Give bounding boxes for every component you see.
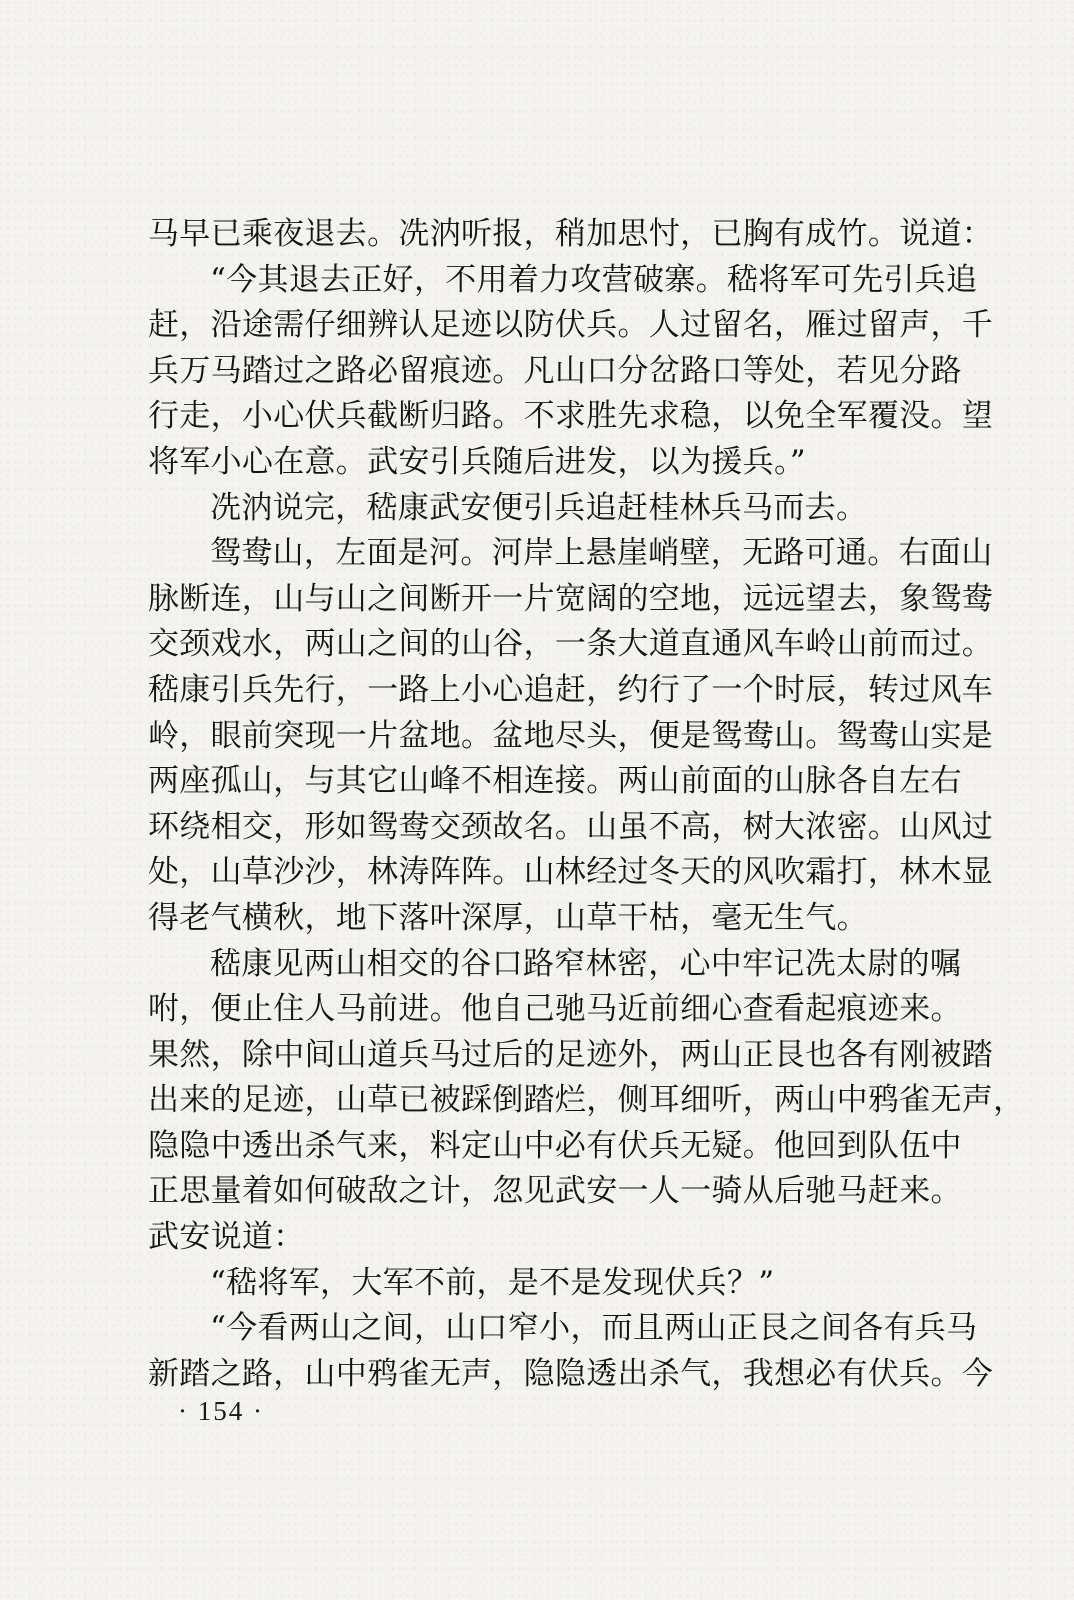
text-line: 嵇康引兵先行，一路上小心追赶，约行了一个时辰，转过风车: [148, 671, 994, 708]
text-line: 正思量着如何破敌之计，忽见武安一人一骑从后驰马赶来。: [148, 1173, 962, 1210]
text-line: 得老气横秋，地下落叶深厚，山草干枯，毫无生气。: [148, 899, 868, 936]
text-line: 赶，沿途需仔细辨认足迹以防伏兵。人过留名，雁过留声，千: [148, 307, 994, 344]
text-line: 脉断连，山与山之间断开一片宽阔的空地，远远望去，象鸳鸯: [148, 580, 994, 617]
text-line: 两座孤山，与其它山峰不相连接。两山前面的山脉各自左右: [148, 763, 962, 800]
text-line: 新踏之路，山中鸦雀无声，隐隐透出杀气，我想必有伏兵。今: [148, 1355, 994, 1392]
text-line: 隐隐中透出杀气来，料定山中必有伏兵无疑。他回到队伍中: [148, 1127, 962, 1164]
text-line: 嵇康见两山相交的谷口路窄林密，心中牢记冼太尉的嘱: [210, 945, 962, 982]
text-line: 冼汭说完，嵇康武安便引兵追赶桂林兵马而去。: [210, 489, 868, 526]
text-line: “今看两山之间，山口窄小，而且两山正艮之间各有兵马: [210, 1310, 978, 1347]
body-text: [148, 212, 1025, 1397]
text-line: 马早已乘夜退去。冼汭听报，稍加思忖，已胸有成竹。说道：: [148, 216, 994, 252]
text-line: 兵万马踏过之路必留痕迹。凡山口分岔路口等处，若见分路: [148, 352, 962, 389]
text-line: 咐，便止住人马前进。他自己驰马近前细心查看起痕迹来。: [148, 991, 962, 1028]
text-line: 将军小心在意。武安引兵随后进发，以为援兵。”: [148, 443, 806, 480]
text-line: 果然，除中间山道兵马过后的足迹外，两山正艮也各有刚被踏: [148, 1036, 994, 1073]
text-line: “今其退去正好，不用着力攻营破寨。嵇将军可先引兵追: [210, 261, 978, 298]
page-number: · 154 ·: [178, 1396, 264, 1426]
text-line: 交颈戏水，两山之间的山谷，一条大道直通风车岭山前而过。: [148, 626, 994, 663]
text-line: 鸳鸯山，左面是河。河岸上悬崖峭壁，无路可通。右面山: [210, 535, 993, 572]
text-line: 环绕相交，形如鸳鸯交颈故名。山虽不高，树大浓密。山风过: [148, 808, 994, 845]
text-line: “嵇将军，大军不前，是不是发现伏兵？”: [210, 1264, 775, 1301]
text-line: 岭，眼前突现一片盆地。盆地尽头，便是鸳鸯山。鸳鸯山实是: [148, 717, 994, 754]
text-line: 行走，小心伏兵截断归路。不求胜先求稳，以免全军覆没。望: [148, 398, 994, 435]
text-line: 出来的足迹，山草已被踩倒踏烂，侧耳细听，两山中鸦雀无声，: [148, 1082, 1025, 1119]
text-line: 武安说道：: [148, 1219, 305, 1256]
text-line: 处，山草沙沙，林涛阵阵。山林经过冬天的风吹霜打，林木显: [148, 854, 994, 891]
